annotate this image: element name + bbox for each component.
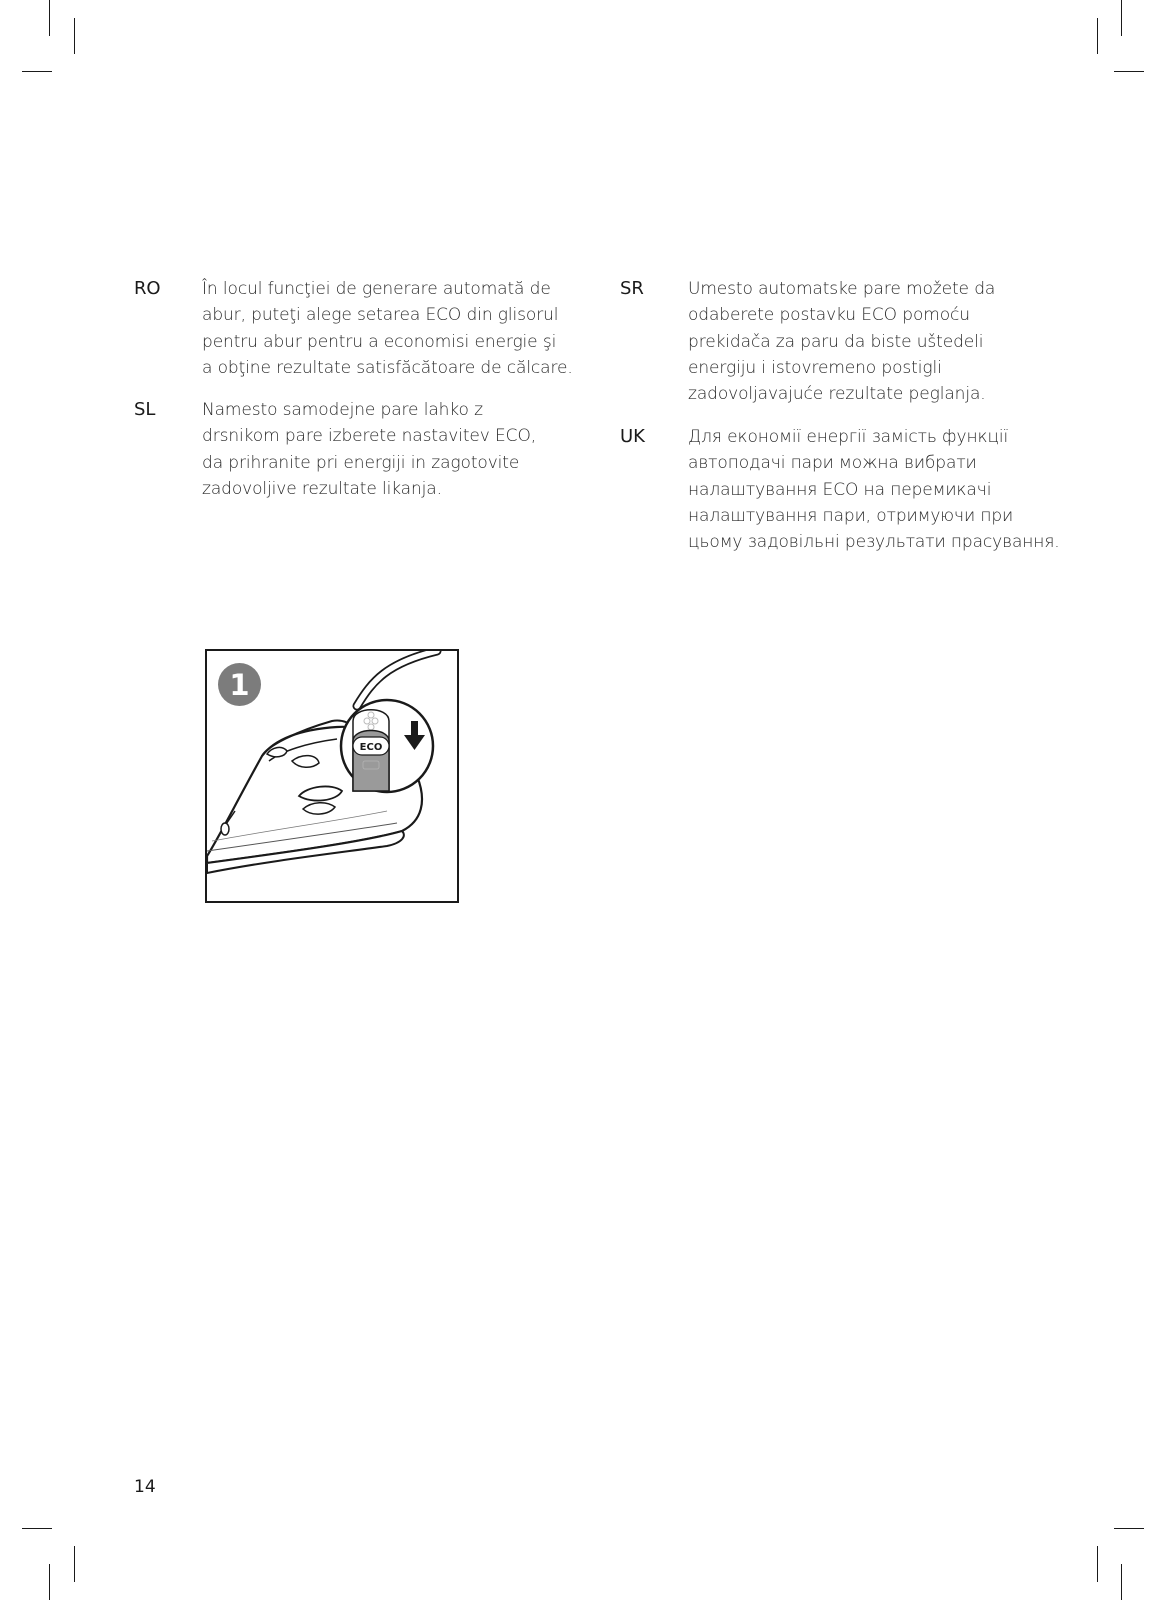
eco-label: ECO <box>359 742 383 753</box>
section-sl <box>134 397 574 502</box>
language-code: SL <box>134 399 156 420</box>
iron-illustration <box>205 649 459 903</box>
crop-mark <box>49 1564 50 1600</box>
crop-mark <box>1121 0 1122 36</box>
section-uk <box>620 424 1090 555</box>
language-code: SR <box>620 278 644 299</box>
step-number: 1 <box>229 667 250 702</box>
crop-mark <box>74 18 75 54</box>
crop-mark <box>1121 1564 1122 1600</box>
language-code: RO <box>134 278 161 299</box>
page-number: 14 <box>134 1477 156 1497</box>
language-code: UK <box>620 426 645 447</box>
crop-mark <box>1114 71 1144 72</box>
section-sr <box>620 276 1080 407</box>
section-text: Umesto automatske pare možete da odaberete postavku ECO pomoću prekidača za paru da biste uštedeli energiju i istovremeno postigli zadovoljavajuće rezultate peglanja. <box>688 279 996 405</box>
section-ro <box>134 276 574 381</box>
crop-mark <box>74 1546 75 1582</box>
crop-mark <box>1097 18 1098 54</box>
crop-mark <box>49 0 50 36</box>
section-text: Namesto samodejne pare lahko z drsnikom pare izberete nastavitev ECO, da prihranite pri energiji in zagotovite zadovoljive rezultate likanja. <box>202 400 537 499</box>
crop-mark <box>1114 1528 1144 1529</box>
crop-mark <box>22 71 52 72</box>
crop-mark <box>22 1528 52 1529</box>
section-text: Для економії енергії замість функції автоподачі пари можна вибрати налаштування ECO на перемикачі налаштування пари, отримуючи при цьому задовільні результати прасування. <box>688 427 1060 553</box>
section-text: În locul funcţiei de generare automată de abur, puteţi alege setarea ECO din glisorul pentru abur pentru a economisi energie şi a obţine rezultate satisfăcătoare de călcare. <box>202 279 573 378</box>
crop-mark <box>1097 1546 1098 1582</box>
step-number-badge <box>218 663 261 706</box>
